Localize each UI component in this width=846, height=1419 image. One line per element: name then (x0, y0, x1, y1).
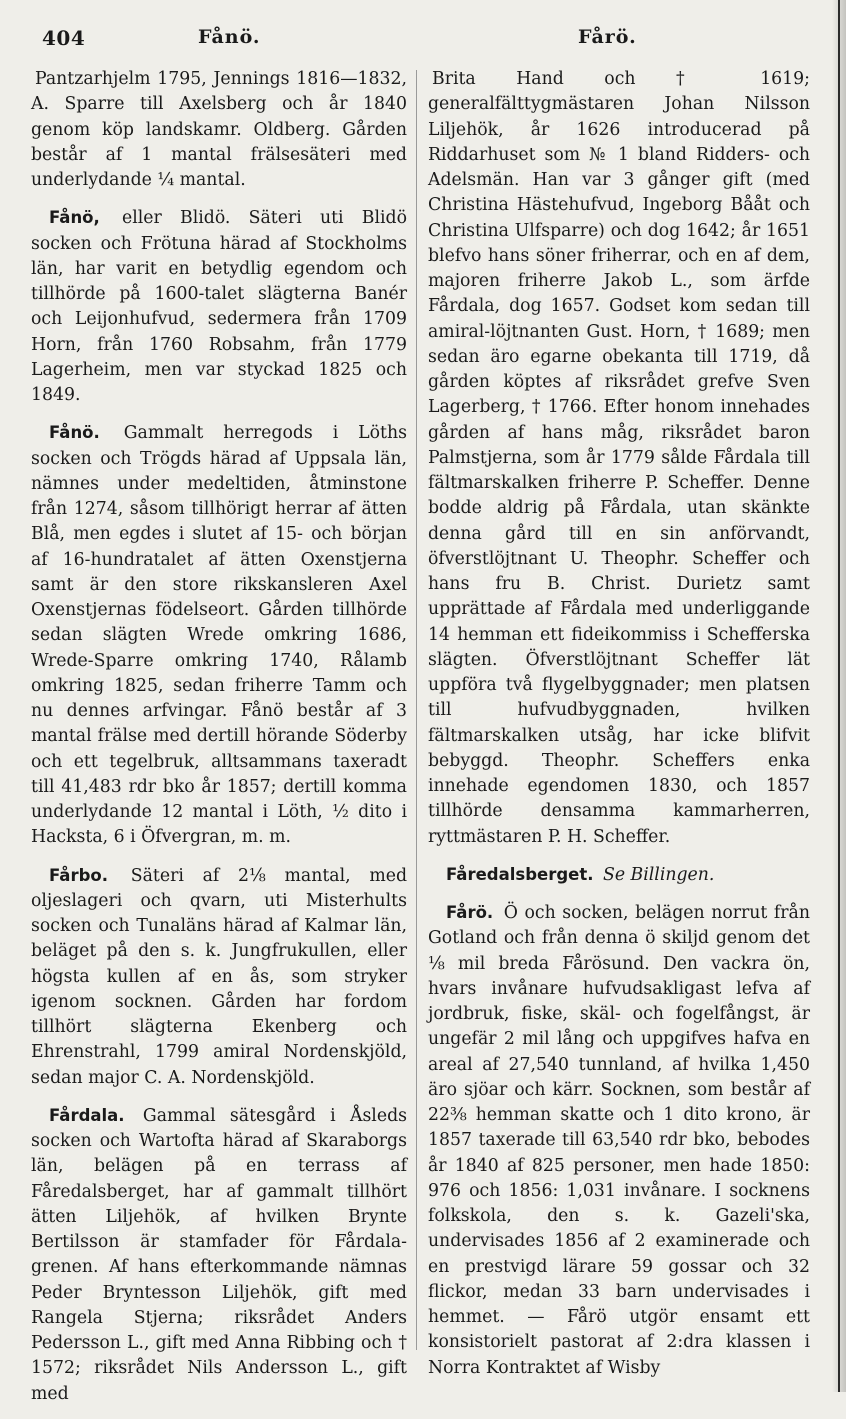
entry-headword: Fårdala. (49, 1105, 125, 1125)
entry-text: eller Blidö. Säteri uti Blidö socken och Frötuna härad af Stockholms län, har varit en betydlig egendom och tillhörde på 1600-talet slägterna Banér och Leijonhufvud, sedermera från 1709 Horn, från 1760 Robsahm, från 1779 Lagerheim, men var styckad 1825 och 1849. (31, 208, 407, 405)
entry-paragraph (428, 862, 810, 888)
entry-text: Gammalt herregods i Löths socken och Trögds härad af Uppsala län, nämnes under medeltiden, åtminstone från 1274, såsom tillhörigt herrar af ätten Blå, men egdes i slutet af 15- och början af 16-hundratalet af ätten Oxenstjerna samt är den store rikskansleren Axel Oxenstjernas födelseort. Gården tillhörde sedan slägten Wrede omkring 1686, Wrede-Sparre omkring 1740, Rålamb omkring 1825, sedan friherre Tamm och nu dennes arfvingar. Fånö består af 3 mantal frälse med dertill hörande Söderby och ett tegelbruk, alltsammans taxeradt till 41,483 rdr bko år 1857; dertill komma underlydande 12 mantal i Löth, ½ dito i Hacksta, 6 i Öfvergran, m. m. (31, 423, 407, 848)
entry-paragraph (31, 863, 407, 1091)
entry-text: Säteri af 2⅛ mantal, med oljeslageri och qvarn, uti Misterhults socken och Tunaläns härad af Kalmar län, beläget på den s. k. Jungfrukullen, eller högsta kullen af en ås, som stryker igenom socknen. Gården har fordom tillhört slägterna Ekenberg och Ehrenstrahl, 1799 amiral Nordenskjöld, sedan major C. A. Nordenskjöld. (31, 865, 408, 1088)
entry-headword: Fåredalsberget. (446, 864, 594, 884)
entry-text: Se Billingen. (603, 864, 715, 885)
entry-paragraph (31, 420, 407, 850)
entry-headword: Fånö. (49, 423, 100, 443)
right-column (428, 66, 810, 1393)
running-head-left: Fånö. (198, 26, 261, 48)
entry-headword: Fårbo. (49, 865, 108, 885)
entry-text: Ö och socken, belägen norrut från Gotland och från denna ö skiljd genom det ⅛ mil breda Fårösund. Den vackra ön, hvars invånare hufvudsakligast lefva af jordbruk, fiske, skäl- och fogelfångst, är ungefär 2 mil lång och uppgifves hafva en areal af 27,540 tunnland, af hvilka 1,450 äro sjöar och kärr. Socknen, som består af 22⅜ hemman skatte och 1 dito krono, är 1857 taxerade till 63,540 rdr bko, bebodes år 1840 af 825 personer, men hade 1850: 976 och 1856: 1,031 invånare. I socknens folkskola, den s. k. Gazeli'ska, undervisades 1856 af 2 examinerade och en prestvigd lärare 59 gossar och 32 flickor, medan 33 barn undervisades i hemmet. — Fårö utgör ensamt ett konsistorielt pastorat af 2:dra klassen i Norra Kontraktet af Wisby (428, 903, 810, 1378)
entry-paragraph (31, 66, 407, 193)
page-header (0, 26, 846, 56)
entry-paragraph (428, 900, 810, 1381)
entry-paragraph (428, 66, 810, 850)
entry-text: Gammal sätesgård i Åsleds socken och Wartofta härad af Skaraborgs län, belägen på en terrass af Fåredalsberget, har af gammalt tillhört ätten Liljehök, af hvilken Brynte Bertilsson är stamfader för Fårdala-grenen. Af hans efterkommande nämnas Peder Bryntesson Liljehök, gift med Rangela Stjerna; riksrådet Anders Pedersson L., gift med Anna Ribbing och † 1572; riksrådet Nils Andersson L., gift med (31, 1105, 407, 1404)
running-head-right: Fårö. (578, 26, 637, 48)
entry-headword: Fånö, (49, 208, 100, 228)
page-number: 404 (42, 26, 86, 50)
entry-text: Pantzarhjelm 1795, Jennings 1816—1832, A. Sparre till Axelsberg och år 1840 genom köp landskamr. Oldberg. Gården består af 1 mantal frälsesäteri med underlydande ¼ mantal. (31, 69, 407, 190)
entry-text: Brita Hand och † 1619; generalfälttygmästaren Johan Nilsson Liljehök, år 1626 introducerad på Riddarhuset som № 1 bland Ridders- och Adelsmän. Han var 3 gånger gift (med Christina Hästehufvud, Ingeborg Bååt och Christina Ulfsparre) och dog 1642; år 1651 blefvo hans söner friherrar, och en af dem, majoren friherre Jakob L., som ärfde Fårdala, dog 1657. Godset kom sedan till amiral-löjtnanten Gust. Horn, † 1689; men sedan äro egarne obekanta till 1719, då gården köptes af riksrådet grefve Sven Lagerberg, † 1766. Efter honom innehades gården af hans måg, riksrådet baron Palmstjerna, som år 1779 sålde Fårdala till fältmarskalken friherre P. Scheffer. Denne bodde aldrig på Fårdala, utan skänkte denna gård till en sin anförvandt, öfverstlöjtnant U. Theophr. Scheffer och hans fru B. Christ. Durietz samt upprättade af Fårdala med underliggande 14 hemman ett fideikommiss i Schefferska slägten. Öfverstlöjtnant Scheffer lät uppföra två flygelbyggnader; men platsen till hufvudbyggnaden, hvilken fältmarskalken utsåg, har icke blifvit bebyggd. Theophr. Scheffers enka innehade egendomen 1830, och 1857 tillhörde densamma kammarherren, ryttmästaren P. H. Scheffer. (428, 69, 810, 847)
entry-paragraph (31, 1103, 407, 1407)
entry-headword: Fårö. (446, 903, 494, 922)
page-edge-line (838, 0, 840, 1392)
entry-paragraph (31, 205, 407, 408)
left-column (31, 66, 407, 1419)
column-divider (416, 70, 417, 1350)
